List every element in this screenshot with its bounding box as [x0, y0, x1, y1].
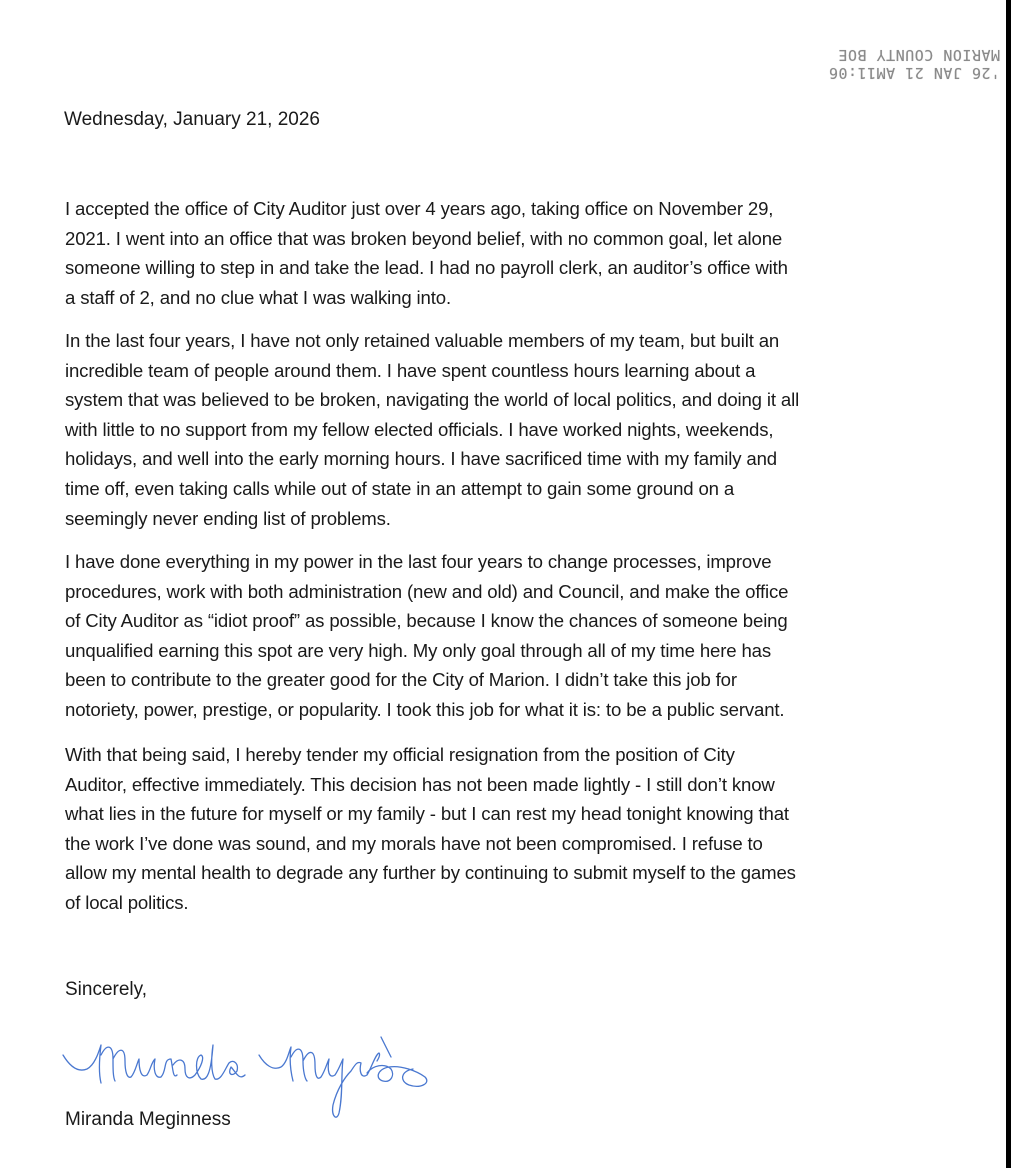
text-line: with little to no support from my fellow elected officials. I have worked nights, weekends, [65, 418, 774, 440]
text-line: been to contribute to the greater good for the City of Marion. I didn’t take this job for [65, 669, 737, 691]
letter-date: Wednesday, January 21, 2026 [64, 109, 320, 130]
paragraph-1 [65, 194, 788, 312]
text-line: a staff of 2, and no clue what I was walking into. [65, 286, 451, 308]
text-line: With that being said, I hereby tender my official resignation from the position of City [65, 744, 735, 765]
text-line: time off, even taking calls while out of state in an attempt to gain some ground on a [65, 477, 735, 499]
text-line: allow my mental health to degrade any further by continuing to submit myself to the games [65, 862, 796, 884]
closing: Sincerely, [65, 979, 148, 1000]
scan-edge [1006, 0, 1011, 1168]
text-line: of City Auditor as “idiot proof” as possible, because I know the chances of someone being [65, 610, 788, 632]
stamp-line-office: MARION COUNTY BOE [837, 46, 1000, 64]
text-line: 2021. I went into an office that was broken beyond belief, with no common goal, let alone [65, 227, 783, 249]
text-line: seemingly never ending list of problems. [65, 507, 391, 529]
text-line: Auditor, effective immediately. This decision has not been made lightly - I still don’t know [65, 773, 775, 795]
received-stamp [814, 46, 1000, 82]
stamp-line-timestamp: '26 JAN 21 AM11:06 [828, 64, 1000, 82]
text-line: what lies in the future for myself or my family - but I can rest my head tonight knowing that [65, 803, 789, 825]
text-line: I have done everything in my power in the last four years to change processes, improve [65, 551, 772, 572]
text-line: incredible team of people around them. I have spent countless hours learning about a [65, 359, 756, 381]
paragraph-3 [65, 547, 788, 725]
text-line: the work I’ve done was sound, and my morals have not been compromised. I refuse to [65, 832, 763, 854]
paragraph-4 [65, 740, 796, 918]
text-line: I accepted the office of City Auditor just over 4 years ago, taking office on November 29, [65, 198, 774, 219]
text-line: procedures, work with both administration (new and old) and Council, and make the office [65, 580, 789, 602]
paragraph-2 [65, 326, 799, 533]
text-line: of local politics. [65, 891, 189, 913]
text-line: someone willing to step in and take the lead. I had no payroll clerk, an auditor’s office with [65, 257, 788, 279]
text-line: In the last four years, I have not only retained valuable members of my team, but built an [65, 330, 780, 351]
signer-name: Miranda Meginness [65, 1109, 231, 1130]
text-line: notoriety, power, prestige, or popularity. I took this job for what it is: to be a public servant. [65, 698, 785, 720]
text-line: unqualified earning this spot are very high. My only goal through all of my time here has [65, 639, 772, 661]
text-line: holidays, and well into the early morning hours. I have sacrificed time with my family and [65, 448, 777, 470]
text-line: system that was believed to be broken, navigating the world of local politics, and doing it all [65, 389, 800, 411]
